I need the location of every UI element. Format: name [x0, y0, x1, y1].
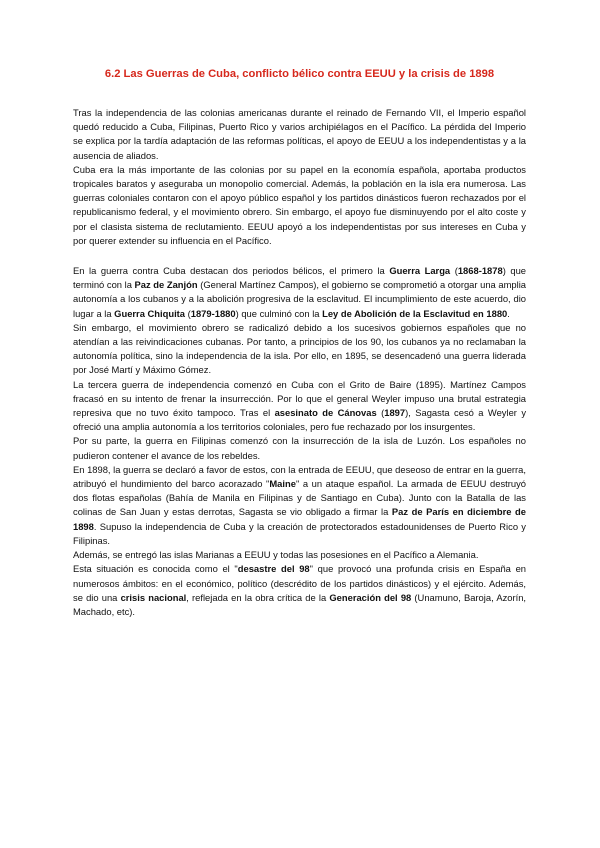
text-run: En 1898, la guerra se declaró a favor de estos, con la entrada de EEUU, que deseoso de entrar en la guerra, atribuyó el hundimiento del barco acorazado ": [73, 463, 526, 490]
paragraph: [73, 106, 526, 163]
text-run: (: [376, 407, 385, 419]
paragraph: [73, 562, 526, 619]
text-run: (: [450, 265, 458, 277]
text-run: Esta situación es conocida como el ": [73, 563, 238, 575]
bold-text: 1879-1880: [190, 307, 236, 319]
paragraph: [73, 321, 526, 378]
text-run: Sin embargo, el movimiento obrero se radicalizó debido a los sucesivos gobiernos españoles que no atendían a las reivindicaciones cubanas. Por tanto, a principios de los 90, los cubanos ya no reclamaban la autonomía política, sino la independencia de la isla. Por ello, en 1895, se desencadenó una guerra liderada por José Martí y Máximo Gómez.: [73, 321, 526, 376]
paragraph-spacer: [73, 248, 526, 264]
paragraph: [73, 434, 526, 462]
text-run: Por su parte, la guerra en Filipinas comenzó con la insurrección de la isla de Luzón. Los españoles no pudieron contener el avance de los rebeldes.: [73, 435, 526, 461]
text-run: (Unamuno, Baroja, Azorín, Machado, etc).: [73, 591, 527, 617]
bold-text: Guerra Chiquita: [114, 307, 186, 319]
bold-text: Maine: [269, 478, 296, 490]
text-run: " que provocó una profunda crisis en España en numerosos ámbitos: en el económico, político (descrédito de los partidos dinásticos) y el ejército. Además, se dio una: [73, 563, 526, 603]
text-run: (: [185, 307, 191, 319]
bold-text: Paz de Zanjón: [134, 279, 198, 291]
text-run: .: [507, 307, 510, 319]
bold-text: Guerra Larga: [389, 265, 451, 277]
bold-text: 1868-1878: [457, 265, 503, 277]
text-run: Tras la independencia de las colonias americanas durante el reinado de Fernando VII, el Imperio español quedó reducido a Cuba, Filipinas, Puerto Rico y varios archipiélagos en el Pacífico. La pérdida del Imperio se explica por la tardía adaptación de las reformas políticas, el apoyo de EEUU a los independentistas y a la ausencia de aliados.: [73, 107, 526, 161]
bold-text: Paz de París en diciembre de 1898: [73, 506, 526, 532]
bold-text: crisis nacional: [120, 591, 187, 603]
bold-text: Ley de Abolición de la Esclavitud en 1880: [322, 307, 508, 319]
bold-text: Generación del 98: [329, 591, 412, 603]
paragraph: [73, 463, 526, 548]
text-run: (General Martínez Campos), el gobierno se comprometió a otorgar una amplia autonomía a los cubanos y a la abolición progresiva de la esclavitud. El incumplimiento de este acuerdo, dio lugar a la: [73, 279, 527, 319]
bold-text: 1897: [384, 407, 406, 419]
text-run: ) que terminó con la: [73, 265, 527, 291]
document-page: [73, 66, 526, 619]
text-run: ) que culminó con la: [235, 307, 323, 319]
text-run: Además, se entregó las islas Marianas a EEUU y todas las posesiones en el Pacífico a Alemania.: [73, 549, 479, 561]
text-run: Cuba era la más importante de las colonias por su papel en la economía española, aportaba productos tropicales baratos y aseguraba un monopolio comercial. Además, la población en la isla era numerosa. Las guerras coloniales contaron con el apoyo público español y los partidos dinásticos fueron rechazados por el republicanismo federal, y el movimiento obrero. Sin embargo, el apoyo fue disminuyendo por el alto coste y por el clasista sistema de reclutamiento. EEUU apoyó a los independentistas por sus intereses en Cuba y por querer extender su influencia en el Pacífico.: [73, 163, 526, 246]
text-run: ), Sagasta cesó a Weyler y ofreció una amplia autonomía a los territorios coloniales, pero fue rechazado por los insurgentes.: [73, 407, 527, 433]
text-run: En la guerra contra Cuba destacan dos periodos bélicos, el primero la: [73, 265, 390, 277]
paragraph: [73, 378, 526, 435]
text-run: La tercera guerra de independencia comenzó en Cuba con el Grito de Baire (1895). Martínez Campos fracasó en su intento de frenar la insurrección. Por lo que el general Weyler impuso una brutal estrategia represiva que no tuvo éxito tampoco. Tras el: [73, 378, 526, 419]
paragraph: [73, 163, 526, 248]
text-run: . Supuso la independencia de Cuba y la creación de protectorados estadounidenses de Puerto Rico y Filipinas.: [73, 520, 526, 546]
bold-text: desastre del 98: [237, 563, 310, 575]
document-title: 6.2 Las Guerras de Cuba, conflicto bélico contra EEUU y la crisis de 1898: [104, 68, 495, 80]
document-body: [73, 106, 526, 619]
text-run: " a un ataque español. La armada de EEUU destruyó dos flotas españolas (Bahía de Manila en Filipinas y de Santiago en Cuba). Junto con la Batalla de las colinas de San Juan y estas derrotas, Sagasta se vio obligado a firmar la: [73, 478, 526, 518]
paragraph: [73, 548, 526, 562]
paragraph: [73, 264, 526, 321]
text-run: , reflejada en la obra crítica de la: [186, 591, 330, 603]
bold-text: asesinato de Cánovas: [274, 407, 377, 419]
